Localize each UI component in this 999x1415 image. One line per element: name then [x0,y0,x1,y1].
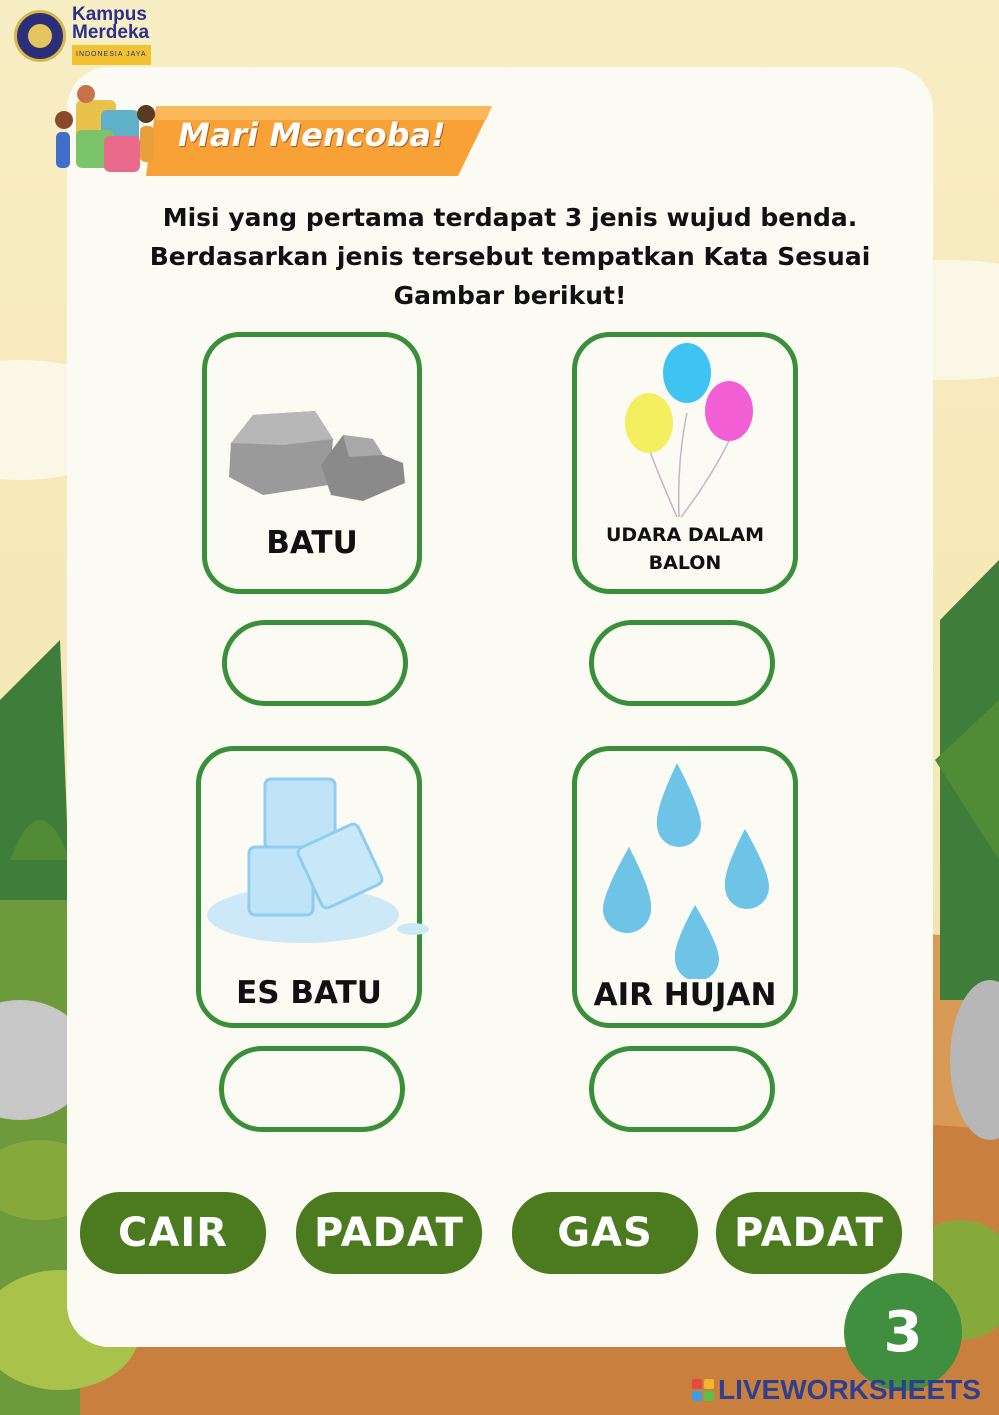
answer-drop-zone-2[interactable] [589,620,775,706]
ice-cubes-icon [203,773,429,953]
instruction-line-1: Misi yang pertama terdapat 3 jenis wujud benda. [162,203,858,232]
rock-icon [223,403,409,503]
card-label-batu: BATU [266,525,358,561]
picture-card-es-batu [196,746,422,1028]
picture-card-air-hujan [572,746,798,1028]
logo-line-1: Kampus [72,4,147,25]
liveworksheets-logo [692,1374,981,1406]
instruction-line-3: Gambar berikut! [393,281,627,310]
word-button-padat-2[interactable]: PADAT [716,1192,902,1274]
card-label-balon-line-1: UDARA DALAM [605,524,765,546]
answer-drop-zone-3[interactable] [219,1046,405,1132]
university-seal-icon [14,10,66,62]
card-label-air-hujan: AIR HUJAN [593,977,777,1013]
page-number-badge: 3 [844,1273,962,1391]
picture-card-balon [572,332,798,594]
logo-line-3: INDONESIA JAYA [72,45,151,65]
word-button-padat[interactable]: PADAT [296,1192,482,1274]
card-label-es-batu: ES BATU [236,975,382,1011]
word-button-cair[interactable]: CAIR [80,1192,266,1274]
balloons-icon [617,341,757,521]
card-label-balon-line-2: BALON [648,552,722,574]
kids-puzzle-icon [55,85,155,172]
raindrops-icon [595,759,785,979]
word-button-gas[interactable]: GAS [512,1192,698,1274]
picture-card-batu [202,332,422,594]
logo-line-2: Merdeka [72,22,150,43]
liveworksheets-icon [692,1379,714,1401]
instruction-text [120,198,900,315]
banner-title: Mari Mencoba! [178,116,446,154]
answer-drop-zone-1[interactable] [222,620,408,706]
instruction-line-2: Berdasarkan jenis tersebut tempatkan Kata Sesuai [149,242,871,271]
kampus-merdeka-logo [14,6,151,65]
answer-drop-zone-4[interactable] [589,1046,775,1132]
liveworksheets-text: LIVEWORKSHEETS [718,1374,981,1405]
card-label-balon [577,521,793,577]
